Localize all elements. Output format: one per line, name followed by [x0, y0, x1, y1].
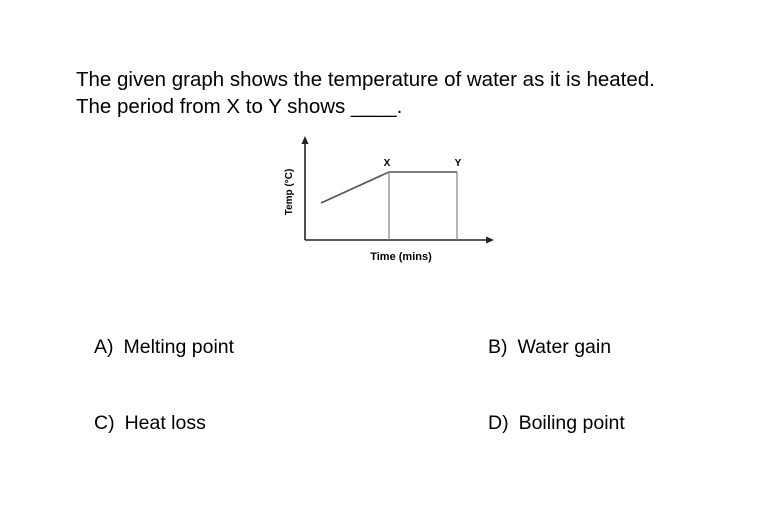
option-d[interactable]	[488, 412, 625, 435]
point-x-label: X	[383, 158, 391, 169]
option-a-text: Melting point	[123, 336, 235, 358]
y-axis-arrow	[302, 136, 309, 144]
x-axis-arrow	[486, 237, 494, 244]
option-a-letter: A)	[94, 336, 114, 358]
question-line-1: The given graph shows the temperature of water as it is heated.	[76, 68, 655, 91]
point-y-label: Y	[454, 158, 462, 169]
option-c[interactable]	[94, 412, 206, 435]
temperature-graph	[276, 132, 502, 272]
option-a[interactable]	[94, 336, 234, 359]
question-line-2: The period from X to Y shows ____.	[76, 95, 403, 118]
option-c-letter: C)	[94, 412, 115, 434]
y-axis-label: Temp (°C)	[284, 168, 295, 216]
graph-svg	[276, 132, 502, 272]
option-d-letter: D)	[488, 412, 509, 434]
option-d-text: Boiling point	[518, 412, 625, 434]
option-b-letter: B)	[488, 336, 508, 358]
option-b-text: Water gain	[517, 336, 612, 358]
question-text	[76, 66, 655, 120]
option-b[interactable]	[488, 336, 611, 359]
option-c-text: Heat loss	[124, 412, 206, 434]
x-axis-label: Time (mins)	[370, 251, 432, 263]
